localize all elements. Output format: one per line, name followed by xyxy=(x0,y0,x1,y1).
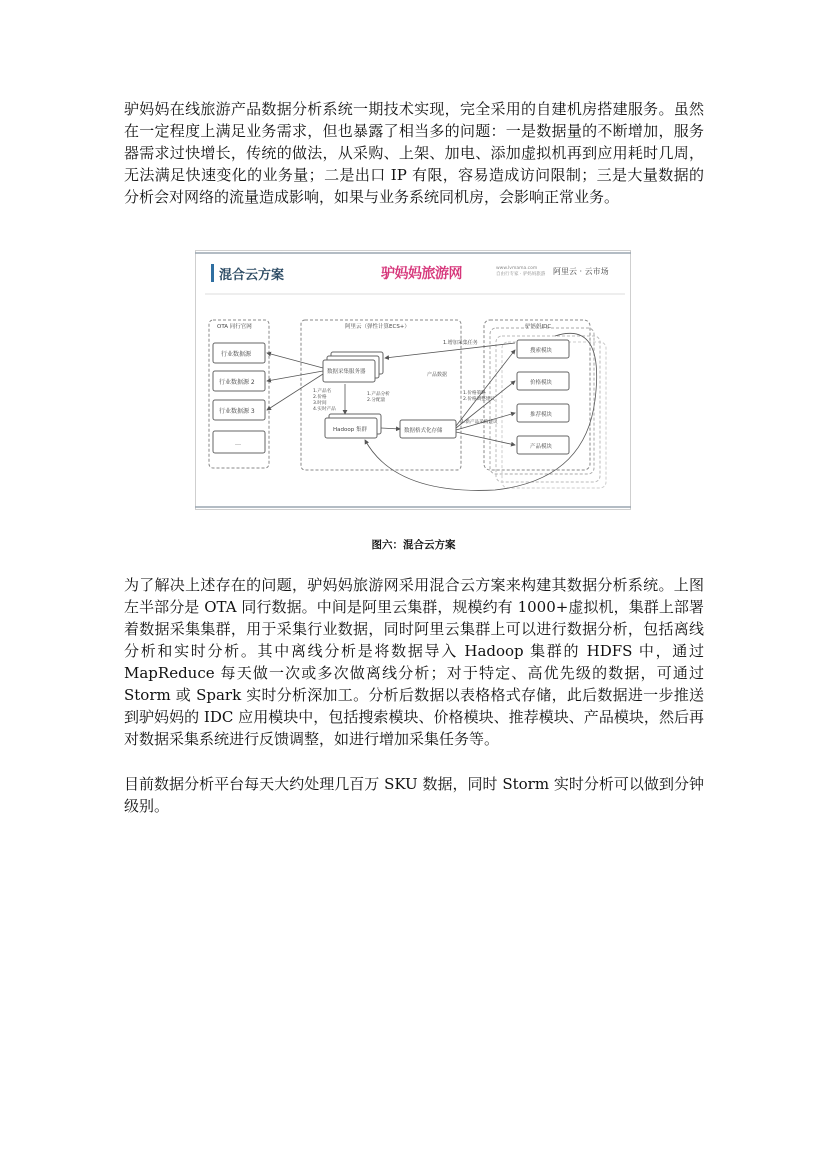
label-new-product: 1.新产品采购建议 xyxy=(461,420,498,425)
label-price-adjust: 2.价格调整建议 xyxy=(463,397,495,402)
label-add-task: 1.增加采集任务 xyxy=(443,340,478,346)
hadoop-cluster-label: Hadoop 集群 xyxy=(333,427,367,433)
recommend-module-label: 推荐模块 xyxy=(530,412,553,418)
ota-group-label: OTA 同行官网 xyxy=(217,324,252,330)
collect-cluster-label: 数据采集服务器 xyxy=(327,369,366,375)
idc-group-label: 驴妈妈IDC xyxy=(525,324,552,330)
price-module-label: 价格模块 xyxy=(530,380,553,386)
analysis-storage-label: 数据格式化存储 xyxy=(404,428,443,434)
label-product-data: 产品数据 xyxy=(427,372,448,378)
search-module-label: 搜索模块 xyxy=(530,348,553,354)
aliyun-logo: 阿里云 · 云市场 xyxy=(553,267,609,276)
figure-caption: 图六：混合云方案 xyxy=(371,539,456,551)
label-allocation: 2.分配量 xyxy=(367,398,386,403)
ota-source-1-label: 行业数据源 xyxy=(221,351,252,358)
solution-paragraph: 为了解决上述存在的问题，驴妈妈旅游网采用混合云方案来构建其数据分析系统。上图左半部分是 OTA 同行数据。中间是阿里云集群，规模约有 1000+虚拟机，集群上部署着数据采集集群，用于采集行业数据，同时阿里云集群上可以进行数据分析，包括离线分析和实时分析。其中离线分析是将数据导入 Hadoop 集群的 HDFS 中，通过 MapReduce 每天做一次或多次做离线分析；对于特定、高优先级的数据，可通过 Storm 或 Spark 实时分析深加工。分析后数据以表格格式存储，此后数据进一步推送到驴妈妈的 IDC 应用模块中，包括搜索模块、价格模块、推荐模块、产品模块，然后再对数据采集系统进行反馈调整，如进行增加采集任务等。 xyxy=(124,576,704,748)
label-price: 2.价格 xyxy=(313,395,327,400)
label-product-name: 1.产品名 xyxy=(313,389,332,394)
label-product-analysis: 1.产品分析 xyxy=(367,392,390,397)
lvmama-logo-slogan: 自由行专家 · 驴妈妈旅游 xyxy=(496,272,546,277)
lvmama-logo: 驴妈妈旅游网 xyxy=(381,266,462,282)
aliyun-group-label: 阿里云（弹性计算ECS+） xyxy=(345,324,410,330)
label-time: 3.时间 xyxy=(313,401,327,406)
figure-banner-title: 混合云方案 xyxy=(219,268,285,283)
ota-source-more-label: … xyxy=(235,440,241,447)
intro-paragraph: 驴妈妈在线旅游产品数据分析系统一期技术实现，完全采用的自建机房搭建服务。虽然在一定程度上满足业务需求，但也暴露了相当多的问题：一是数据量的不断增加，服务器需求过快增长，传统的做法，从采购、上架、加电、添加虚拟机再到应用耗时几周，无法满足快速变化的业务量；二是出口 IP 有限，容易造成访问限制；三是大量数据的分析会对网络的流量造成影响，如果与业务系统同机房，会影响正常业务。 xyxy=(124,100,704,206)
label-realtime: 4.实时产品 xyxy=(313,407,336,412)
hybrid-cloud-figure xyxy=(195,250,631,510)
ota-source-2-label: 行业数据源 2 xyxy=(219,379,255,386)
ota-source-3-label: 行业数据源 3 xyxy=(219,408,255,415)
summary-paragraph: 目前数据分析平台每天大约处理几百万 SKU 数据，同时 Storm 实时分析可以做到分钟级别。 xyxy=(124,775,704,815)
label-price-strategy: 1.价格策略 xyxy=(463,391,486,396)
architecture-diagram xyxy=(195,250,631,510)
product-module-label: 产品模块 xyxy=(530,444,553,450)
lvmama-logo-url: www.lvmama.com xyxy=(496,266,538,271)
